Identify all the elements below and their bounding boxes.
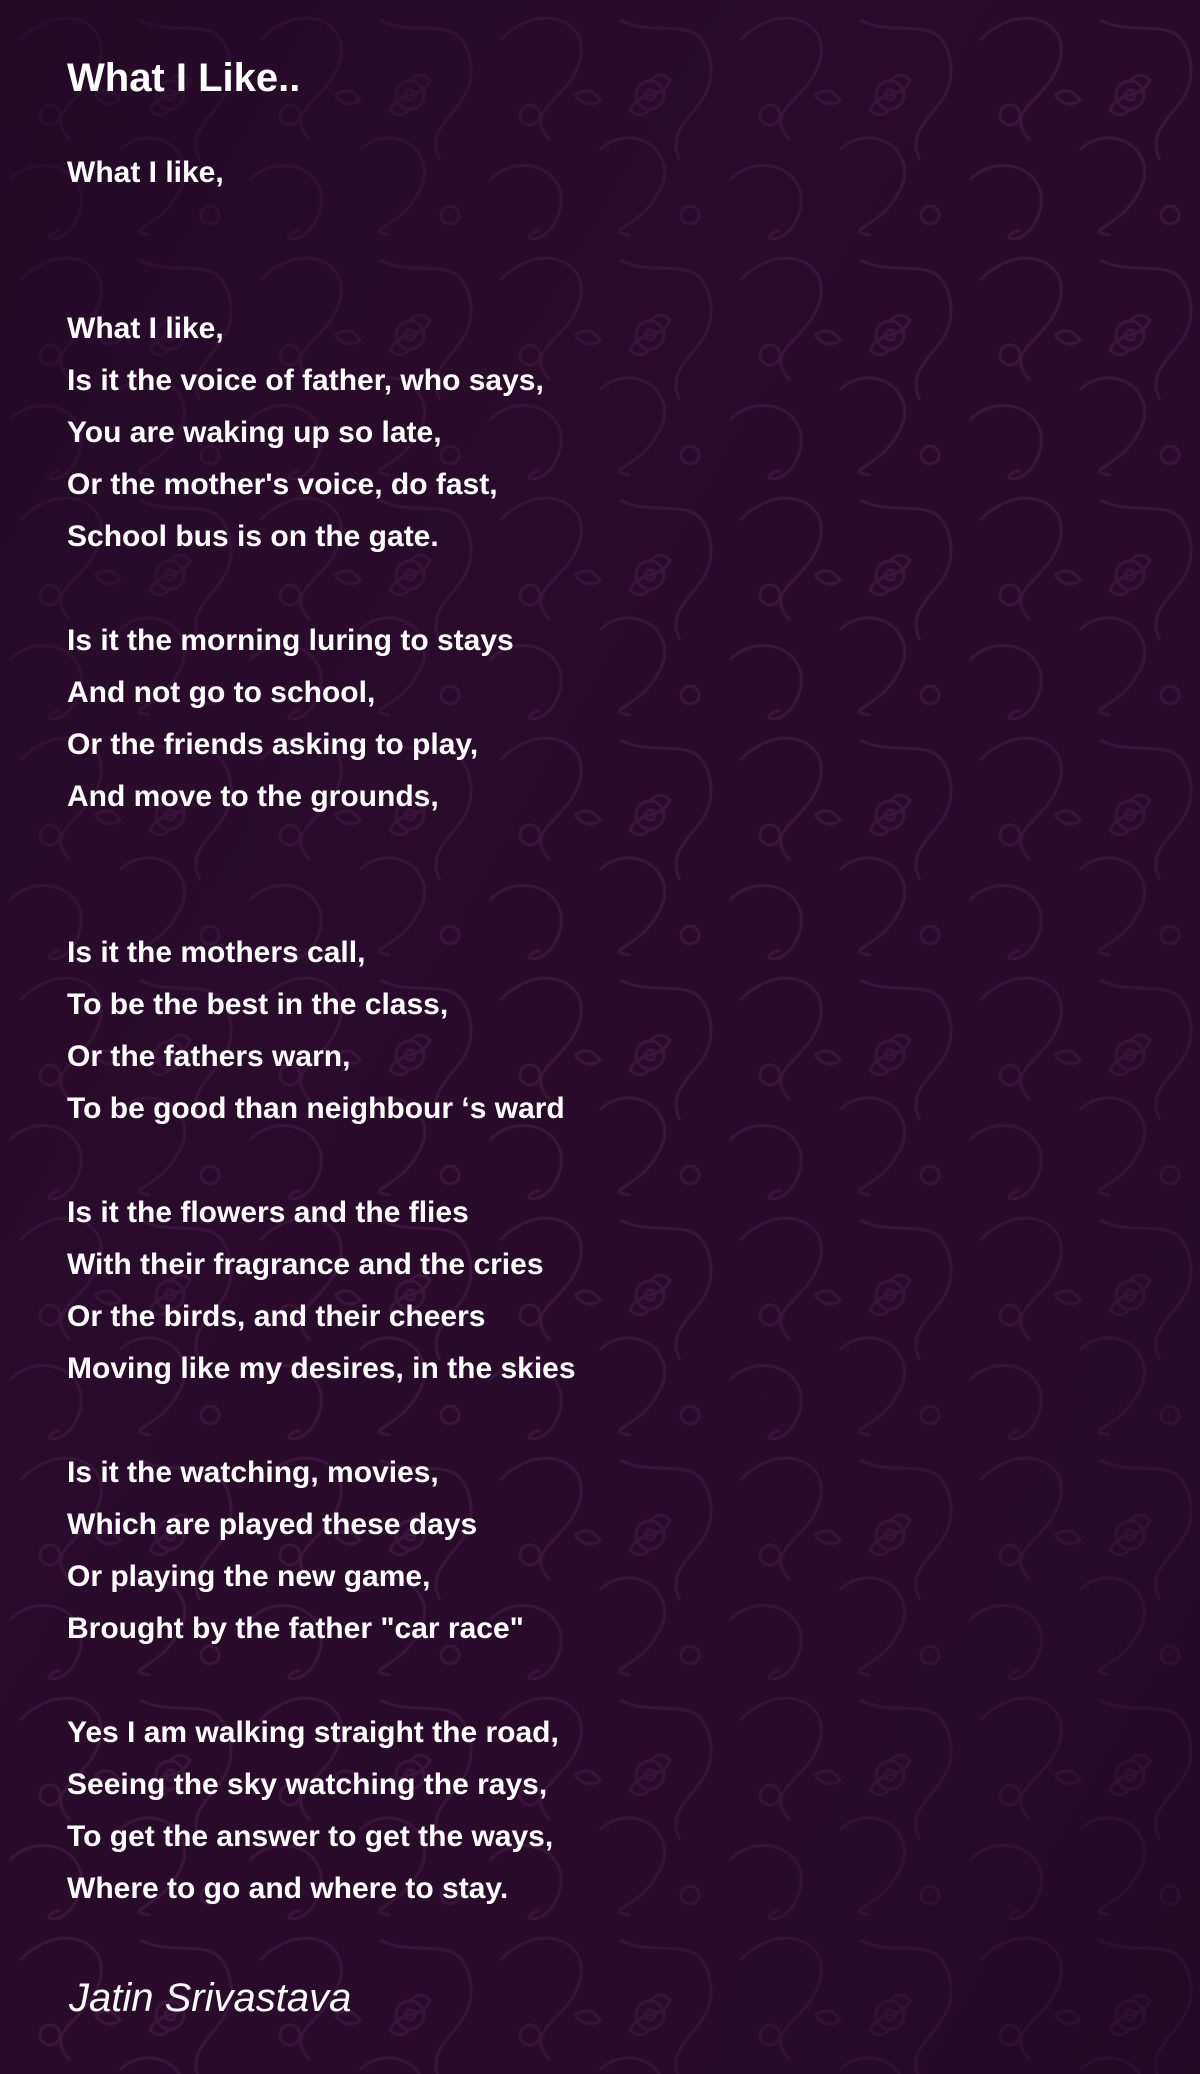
poem-line: Yes I am walking straight the road, — [67, 1716, 559, 1749]
poem-title: What I Like.. — [67, 56, 301, 100]
poem-line — [67, 1655, 576, 1707]
poem-line: School bus is on the gate. — [67, 520, 439, 553]
poem-line — [67, 875, 576, 927]
poem-line: Brought by the father "car race" — [67, 1612, 524, 1645]
poem-line: What I like, — [67, 312, 224, 345]
poem-line: And move to the grounds, — [67, 780, 439, 813]
poem-line: Is it the flowers and the flies — [67, 1196, 469, 1229]
poem-line — [67, 251, 576, 303]
poem-body — [67, 147, 576, 1915]
poem-line — [67, 1395, 576, 1447]
poem-line: Or the mother's voice, do fast, — [67, 468, 498, 501]
poem-line: Where to go and where to stay. — [67, 1872, 509, 1905]
poem-line: Is it the morning luring to stays — [67, 624, 514, 657]
poem-line: With their fragrance and the cries — [67, 1248, 544, 1281]
poem-line: Or the birds, and their cheers — [67, 1300, 486, 1333]
poem-line: Which are played these days — [67, 1508, 478, 1541]
poem-line — [67, 199, 576, 251]
poem-line: Or playing the new game, — [67, 1560, 431, 1593]
poem-line: Is it the mothers call, — [67, 936, 366, 969]
poem-line — [67, 563, 576, 615]
poem-line — [67, 823, 576, 875]
poem-line: Moving like my desires, in the skies — [67, 1352, 576, 1385]
poem-line: To get the answer to get the ways, — [67, 1820, 554, 1853]
poem-line: Is it the watching, movies, — [67, 1456, 439, 1489]
poem-line: And not go to school, — [67, 676, 376, 709]
poem-line: Is it the voice of father, who says, — [67, 364, 544, 397]
poem-line — [67, 1135, 576, 1187]
poem-author: Jatin Srivastava — [69, 1976, 352, 2020]
poem-line: To be the best in the class, — [67, 988, 449, 1021]
poem-line: Seeing the sky watching the rays, — [67, 1768, 548, 1801]
poem-line: Or the fathers warn, — [67, 1040, 351, 1073]
poem-line: Or the friends asking to play, — [67, 728, 479, 761]
poem-line: What I like, — [67, 156, 224, 189]
poem-line: To be good than neighbour ‘s ward — [67, 1092, 565, 1125]
poem-line: You are waking up so late, — [67, 416, 442, 449]
